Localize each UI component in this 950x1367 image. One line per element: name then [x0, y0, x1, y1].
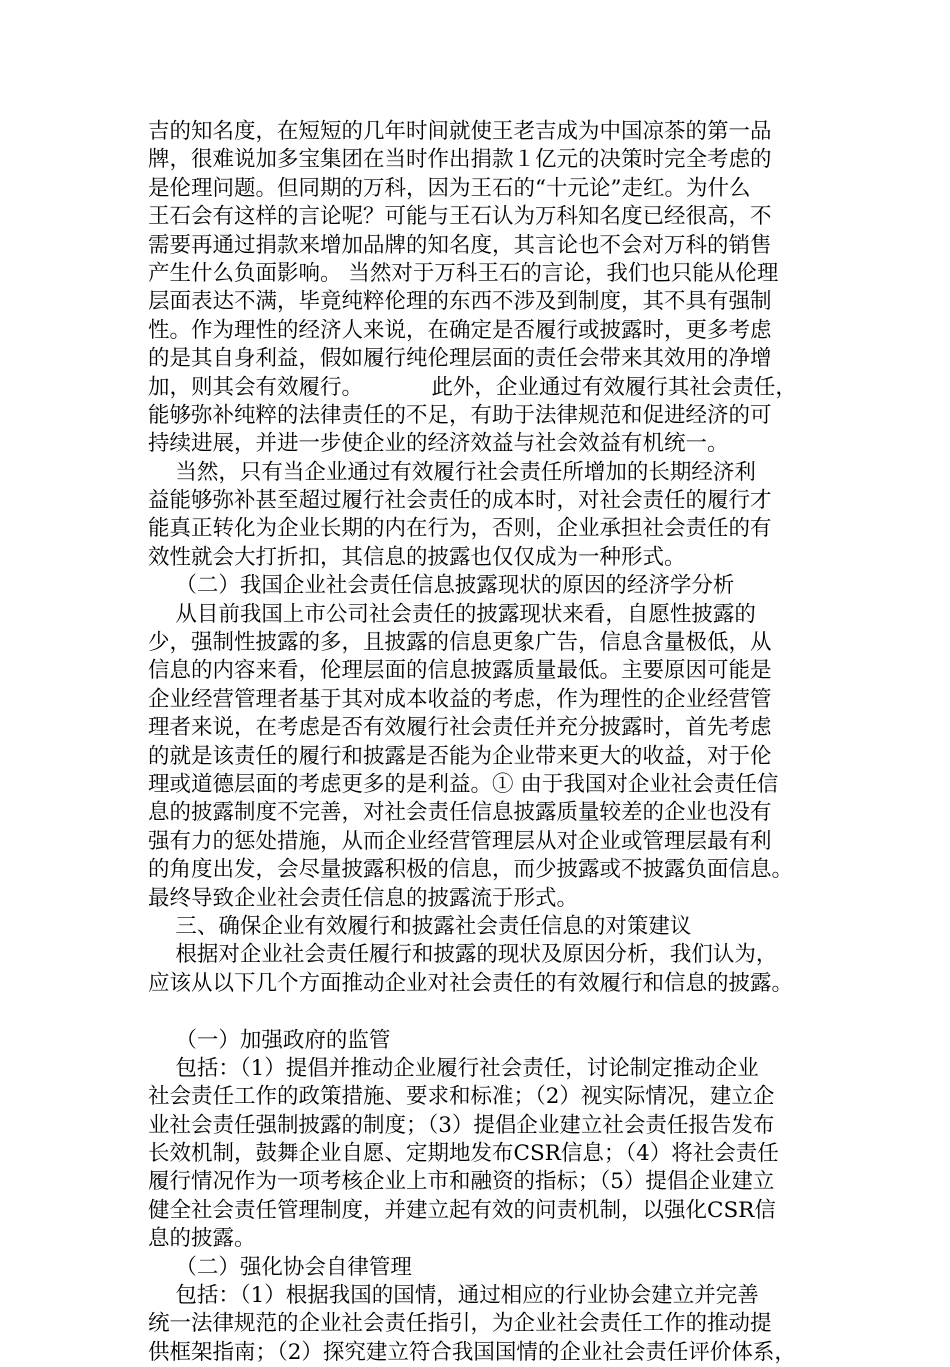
text-line: 根据对企业社会责任履行和披露的现状及原因分析，我们认为，	[148, 942, 778, 968]
text-line: （二）强化协会自律管理	[148, 1254, 412, 1280]
text-line: 层面表达不满，毕竟纯粹伦理的东西不涉及到制度，其不具有强制	[148, 289, 772, 315]
text-line: 强有力的惩处措施，从而企业经营管理层从对企业或管理层最有利	[148, 828, 772, 854]
text-line: 统一法律规范的企业社会责任指引，为企业社会责任工作的推动提	[148, 1311, 772, 1337]
text-line: 息的披露。	[148, 1226, 256, 1252]
text-line: 的就是该责任的履行和披露是否能为企业带来更大的收益，对于伦	[148, 743, 772, 769]
text-line: 健全社会责任管理制度，并建立起有效的问责机制，以强化CSR信	[148, 1197, 776, 1223]
text-line: 理或道德层面的考虑更多的是利益。① 由于我国对企业社会责任信	[148, 771, 779, 797]
text-line: 性。作为理性的经济人来说，在确定是否履行或披露时，更多考虑	[148, 317, 772, 343]
text-line: （二）我国企业社会责任信息披露现状的原因的经济学分析	[148, 573, 735, 599]
text-line: 包括：（1）根据我国的国情，通过相应的行业协会建立并完善	[148, 1283, 759, 1309]
text-line: 能真正转化为企业长期的内在行为，否则，企业承担社会责任的有	[148, 516, 772, 542]
text-line: 应该从以下几个方面推动企业对社会责任的有效履行和信息的披露。	[148, 970, 794, 996]
text-line: 少，强制性披露的多，且披露的信息更象广告，信息含量极低，从	[148, 630, 772, 656]
text-line: 持续进展，并进一步使企业的经济效益与社会效益有机统一。	[148, 431, 729, 457]
text-line: 是伦理问题。但同期的万科，因为王石的“十元论”走红。为什么	[148, 175, 751, 201]
text-line: 牌，很难说加多宝集团在当时作出捐款１亿元的决策时完全考虑的	[148, 147, 772, 173]
text-line: 王石会有这样的言论呢？可能与王石认为万科知名度已经很高，不	[148, 204, 772, 230]
text-line: 包括：（1）提倡并推动企业履行社会责任，讨论制定推动企业	[148, 1055, 759, 1081]
text-line: 供框架指南；（2）探究建立符合我国国情的企业社会责任评价体系，	[148, 1339, 796, 1365]
blank-line	[148, 998, 808, 1026]
text-line: 履行情况作为一项考核企业上市和融资的指标；（5）提倡企业建立	[148, 1169, 775, 1195]
text-line: 理者来说，在考虑是否有效履行社会责任并充分披露时，首先考虑	[148, 715, 772, 741]
text-line: （一）加强政府的监管	[148, 1027, 391, 1053]
text-line: 从目前我国上市公司社会责任的披露现状来看，自愿性披露的	[148, 601, 756, 627]
text-line: 长效机制，鼓舞企业自愿、定期地发布CSR信息；（4）将社会责任	[148, 1141, 779, 1167]
text-line: 产生什么负面影响。 当然对于万科王石的言论，我们也只能从伦理	[148, 260, 779, 286]
text-line: 企业经营管理者基于其对成本收益的考虑，作为理性的企业经营管	[148, 686, 772, 712]
text-line: 最终导致企业社会责任信息的披露流于形式。	[148, 885, 579, 911]
text-line: 能够弥补纯粹的法律责任的不足，有助于法律规范和促进经济的可	[148, 402, 772, 428]
text-line: 益能够弥补甚至超过履行社会责任的成本时，对社会责任的履行才	[148, 488, 772, 514]
document-page	[148, 118, 808, 1367]
text-line: 息的披露制度不完善，对社会责任信息披露质量较差的企业也没有	[148, 800, 772, 826]
text-line: 业社会责任强制披露的制度；（3）提倡企业建立社会责任报告发布	[148, 1112, 775, 1138]
text-line: 的是其自身利益，假如履行纯伦理层面的责任会带来其效用的净增	[148, 346, 772, 372]
text-line: 社会责任工作的政策措施、要求和标准；（2）视实际情况，建立企	[148, 1084, 775, 1110]
text-line: 吉的知名度，在短短的几年时间就使王老吉成为中国凉茶的第一品	[148, 119, 772, 144]
text-line: 三、确保企业有效履行和披露社会责任信息的对策建议	[148, 913, 692, 939]
text-line: 效性就会大打折扣，其信息的披露也仅仅成为一种形式。	[148, 544, 686, 570]
text-line: 需要再通过捐款来增加品牌的知名度，其言论也不会对万科的销售	[148, 232, 772, 258]
text-line: 加，则其会有效履行。 此外，企业通过有效履行其社会责任，	[148, 374, 797, 400]
text-line: 信息的内容来看，伦理层面的信息披露质量最低。主要原因可能是	[148, 658, 772, 684]
text-line: 的角度出发，会尽量披露积极的信息，而少披露或不披露负面信息。	[148, 857, 794, 883]
text-line: 当然，只有当企业通过有效履行社会责任所增加的长期经济利	[148, 459, 756, 485]
